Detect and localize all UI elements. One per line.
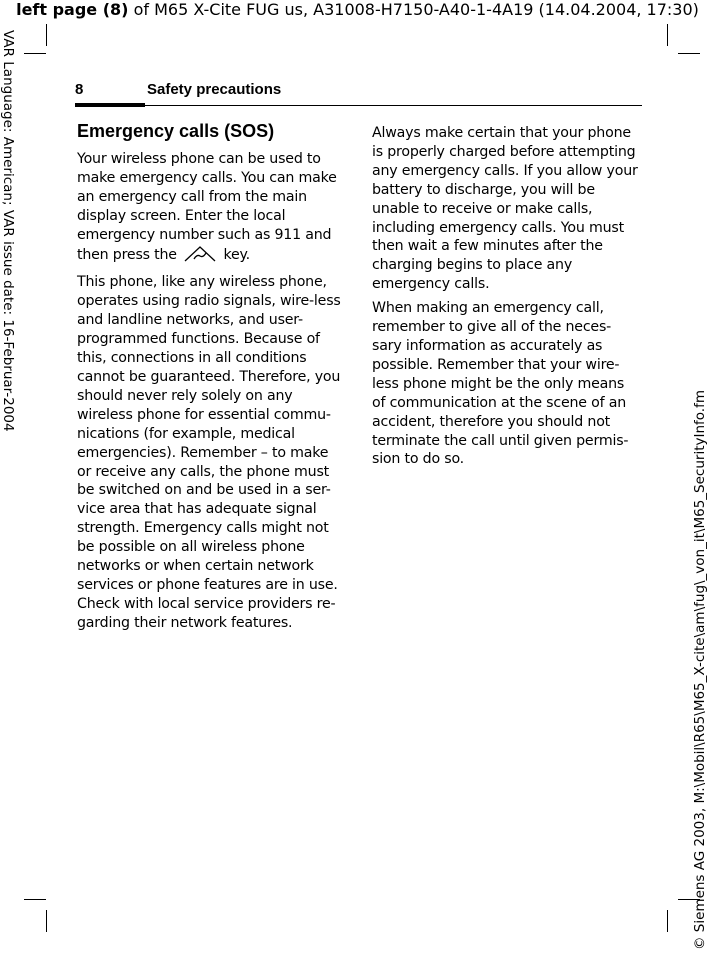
section-heading: Emergency calls (SOS): [77, 121, 275, 141]
header-rule-thick: [75, 103, 145, 107]
document-meta-line: [0, 0, 715, 20]
page-section-title: Safety precautions: [147, 81, 282, 98]
paragraph-emergency-intro: Your wireless phone can be used to make emergency calls. You can make an emergency call from the main display screen. Enter the local emergency number such as 911 and then press the key.: [77, 150, 345, 268]
page-number: 8: [75, 81, 84, 98]
right-column: [372, 124, 640, 474]
paragraph-battery-charge: Always make certain that your phone is properly charged before attempting any emergency calls. If you allow your battery to discharge, you will be unable to receive or make calls, including emergency calls. You must then wait a few minutes after the charging begins to place any emergency calls.: [372, 125, 638, 293]
meta-page-label: left page (8): [16, 0, 129, 19]
call-key-icon: [183, 245, 217, 269]
var-language-text: VAR Language: American; VAR issue date: 16-Februar-2004: [0, 30, 16, 432]
copyright-path-text: © Siemens AG 2003, M:\Mobil\R65\M65_X-cite\am\fug\_von_it\M65_SecurityInfo.fm: [692, 390, 708, 950]
meta-file-info: of M65 X-Cite FUG us, A31008-H7150-A40-1-4A19 (14.04.2004, 17:30): [128, 0, 699, 19]
paragraph-radio-signals: This phone, like any wireless phone, operates using radio signals, wire-less and landline networks, and user-programmed functions. Because of this, connections in all conditions cannot be guaranteed. Therefore, you should never rely solely on any wireless phone for essential commu-nications (for example, medical emergencies). Remember – to make or receive any calls, the phone must be switched on and be used in a ser-vice area that has adequate signal strength. Emergency calls might not be possible on all wireless phone networks or when certain network services or phone features are in use. Check with local service providers re-garding their network features.: [77, 274, 341, 631]
left-column: [77, 120, 345, 638]
header-rule-thin: [145, 105, 642, 106]
paragraph-information: When making an emergency call, remember to give all of the neces-sary information as accurately as possible. Remember that your wire-less phone might be the only means of communication at the scene of an accident, therefore you should not terminate the call until given permis-sion to do so.: [372, 300, 629, 468]
